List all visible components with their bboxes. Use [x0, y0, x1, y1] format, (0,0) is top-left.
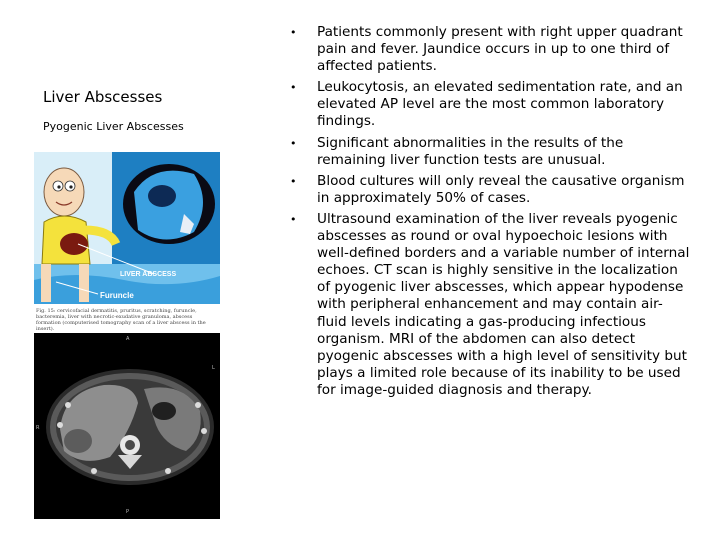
bullet-text: Significant abnormalities in the results of the remaining liver function tests are unusual. — [317, 134, 624, 168]
bullet-item — [290, 211, 690, 399]
bullet-icon: • — [290, 212, 297, 226]
ct-marker-posterior: P — [126, 509, 130, 515]
bullet-text: Leukocytosis, an elevated sedimentation rate, and an elevated AP level are the most common laboratory findings. — [317, 79, 683, 130]
cartoon-illustration — [34, 152, 220, 304]
bullet-item — [290, 173, 690, 207]
slide-title: Liver Abscesses — [43, 88, 163, 106]
ct-scan-figure — [34, 333, 220, 519]
bullet-icon: • — [290, 81, 297, 95]
label-furuncle: Furuncle — [100, 291, 134, 300]
label-liver-abscess: LIVER ABSCESS — [120, 271, 177, 278]
slide-subtitle: Pyogenic Liver Abscesses — [43, 120, 184, 133]
bullet-text: Patients commonly present with right upper quadrant pain and fever. Jaundice occurs in up to one third of affected patients. — [317, 24, 683, 75]
bullet-list — [290, 24, 690, 403]
bullet-item — [290, 24, 690, 75]
bullet-item — [290, 135, 690, 169]
bullet-item — [290, 79, 690, 130]
illustration-figure — [34, 152, 220, 332]
ct-scan-image — [34, 333, 220, 519]
figure-caption: Fig. 15: cervicofacial dermatitis, pruritus, scratching, furuncle, bacteremia, liver with necrotic-exudative granuloma, abscess formation (computerised tomography scan of a liver abscess in the insert). — [36, 308, 206, 332]
ct-marker-left: L — [212, 365, 215, 371]
bullet-icon: • — [290, 174, 297, 188]
bullet-text: Ultrasound examination of the liver reveals pyogenic abscesses as round or oval hypoechoic lesions with well-defined borders and a variable number of internal echoes. CT scan is highly sensitive in the localization of pyogenic liver abscesses, which appear hypodense with peripheral enhancement and may contain air-fluid levels indicating a gas-producing infectious organism. MRI of the abdomen can also detect pyogenic abscesses with a high level of sensitivity but plays a limited role because of its inability to be used for image-guided diagnosis and therapy. — [317, 210, 690, 398]
bullet-icon: • — [290, 136, 297, 150]
ct-marker-right: R — [36, 425, 40, 431]
ct-marker-anterior: A — [126, 336, 130, 342]
bullet-icon: • — [290, 26, 297, 39]
bullet-text: Blood cultures will only reveal the causative organism in approximately 50% of cases. — [317, 172, 685, 206]
